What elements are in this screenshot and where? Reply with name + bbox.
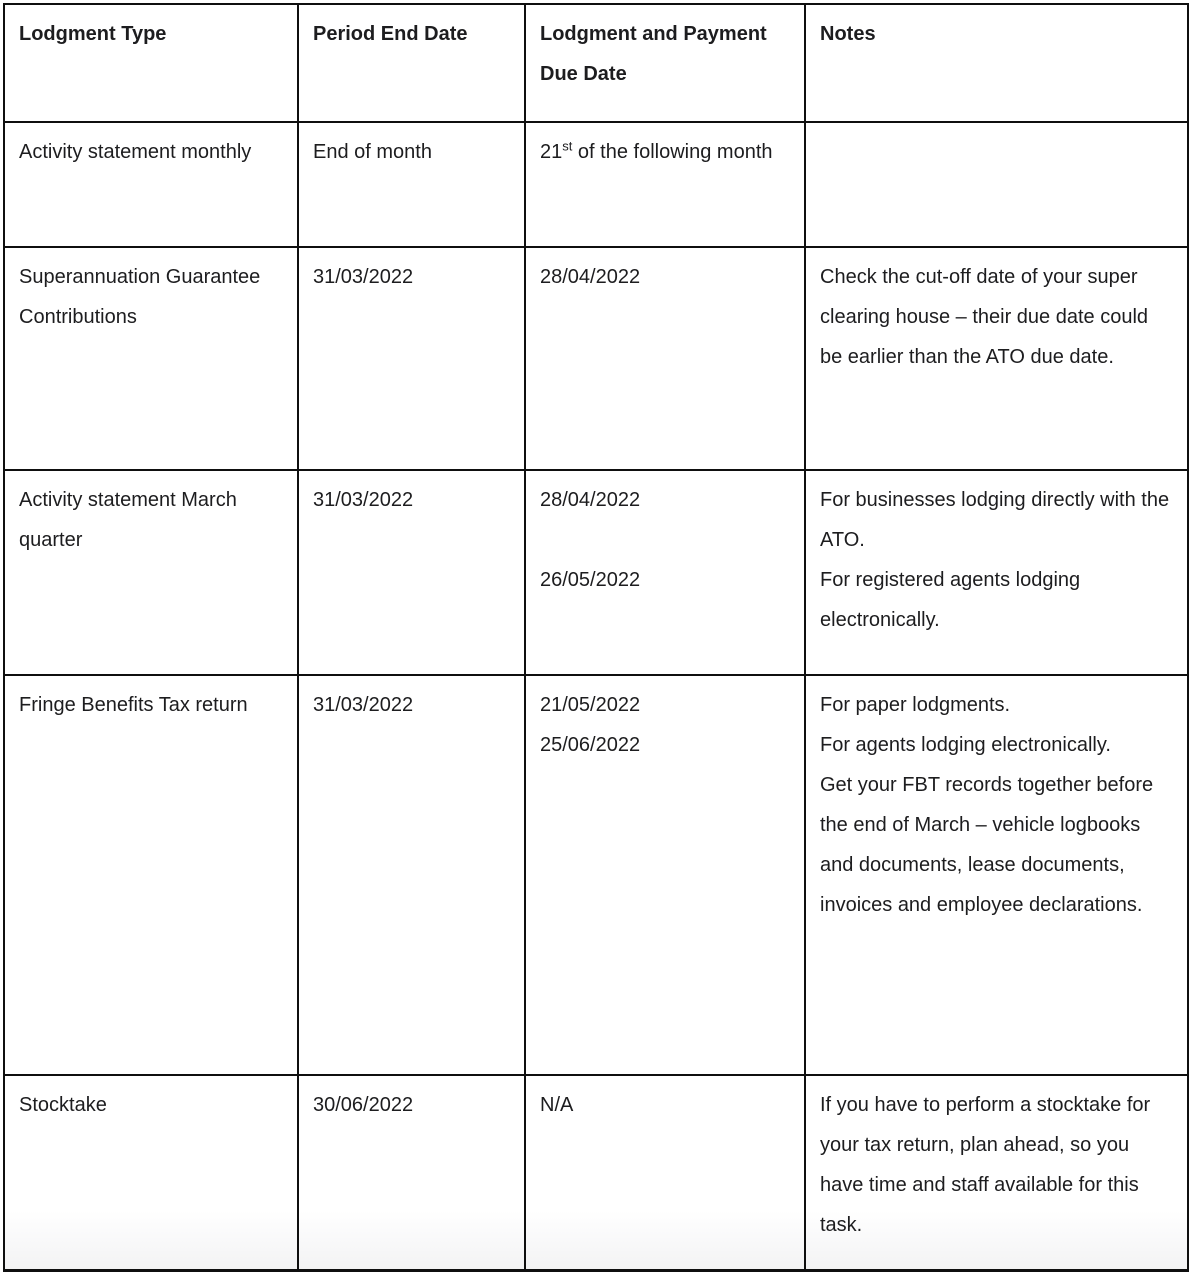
cell-line: Get your FBT records together before the end of March – vehicle logbooks and documents, lease documents, invoices and employee declarations.: [820, 774, 1154, 916]
cell-line: 28/04/2022: [540, 489, 641, 511]
cell-line: 21/05/2022: [540, 694, 641, 716]
cell-line: If you have to perform a stocktake for your tax return, plan ahead, so you have time and staff available for this task.: [820, 1094, 1151, 1236]
cell-due-date: [525, 122, 805, 247]
cell-line: 28/04/2022: [540, 266, 641, 288]
header-notes: Notes: [805, 4, 1188, 122]
cell-due-date: [525, 470, 805, 675]
table-row: [4, 247, 1188, 470]
cell-due-date: [525, 247, 805, 470]
cell-line: [540, 520, 790, 560]
header-row: [4, 4, 1188, 122]
cell-line: For businesses lodging directly with the ATO.: [820, 489, 1170, 551]
cell-line: For registered agents lodging electronically.: [820, 569, 1081, 631]
cell-line: For paper lodgments.: [820, 694, 1011, 716]
cell-notes: [805, 247, 1188, 470]
cell-line: Check the cut-off date of your super clearing house – their due date could be earlier than the ATO due date.: [820, 266, 1149, 368]
cell-line: For agents lodging electronically.: [820, 734, 1111, 756]
due-date-number: 21: [540, 141, 563, 163]
cell-lodgment-type: Activity statement March quarter: [4, 470, 298, 675]
cell-notes: [805, 122, 1188, 247]
cell-line: N/A: [540, 1094, 574, 1116]
due-date-rest: of the following month: [572, 141, 773, 163]
table-row: [4, 122, 1188, 247]
cell-period-end-date: 30/06/2022: [298, 1075, 525, 1270]
cell-notes: [805, 1075, 1188, 1270]
cell-notes: [805, 675, 1188, 1075]
cell-period-end-date: 31/03/2022: [298, 247, 525, 470]
cell-due-date: [525, 1075, 805, 1270]
cell-lodgment-type: Fringe Benefits Tax return: [4, 675, 298, 1075]
cell-lodgment-type: Activity statement monthly: [4, 122, 298, 247]
header-period-end-date: Period End Date: [298, 4, 525, 122]
header-due-date: Lodgment and Payment Due Date: [525, 4, 805, 122]
cell-line: 26/05/2022: [540, 569, 641, 591]
cell-notes: [805, 470, 1188, 675]
cell-due-date: [525, 675, 805, 1075]
cell-period-end-date: 31/03/2022: [298, 470, 525, 675]
table-row: [4, 675, 1188, 1075]
cell-lodgment-type: Superannuation Guarantee Contributions: [4, 247, 298, 470]
table-row: [4, 470, 1188, 675]
cell-line: 25/06/2022: [540, 734, 641, 756]
cell-line: [540, 132, 790, 172]
table-row: [4, 1075, 1188, 1270]
header-lodgment-type: Lodgment Type: [4, 4, 298, 122]
lodgment-schedule-table: [3, 3, 1189, 1272]
cell-lodgment-type: Stocktake: [4, 1075, 298, 1270]
cell-period-end-date: End of month: [298, 122, 525, 247]
ordinal-suffix: st: [562, 138, 573, 154]
cell-period-end-date: 31/03/2022: [298, 675, 525, 1075]
